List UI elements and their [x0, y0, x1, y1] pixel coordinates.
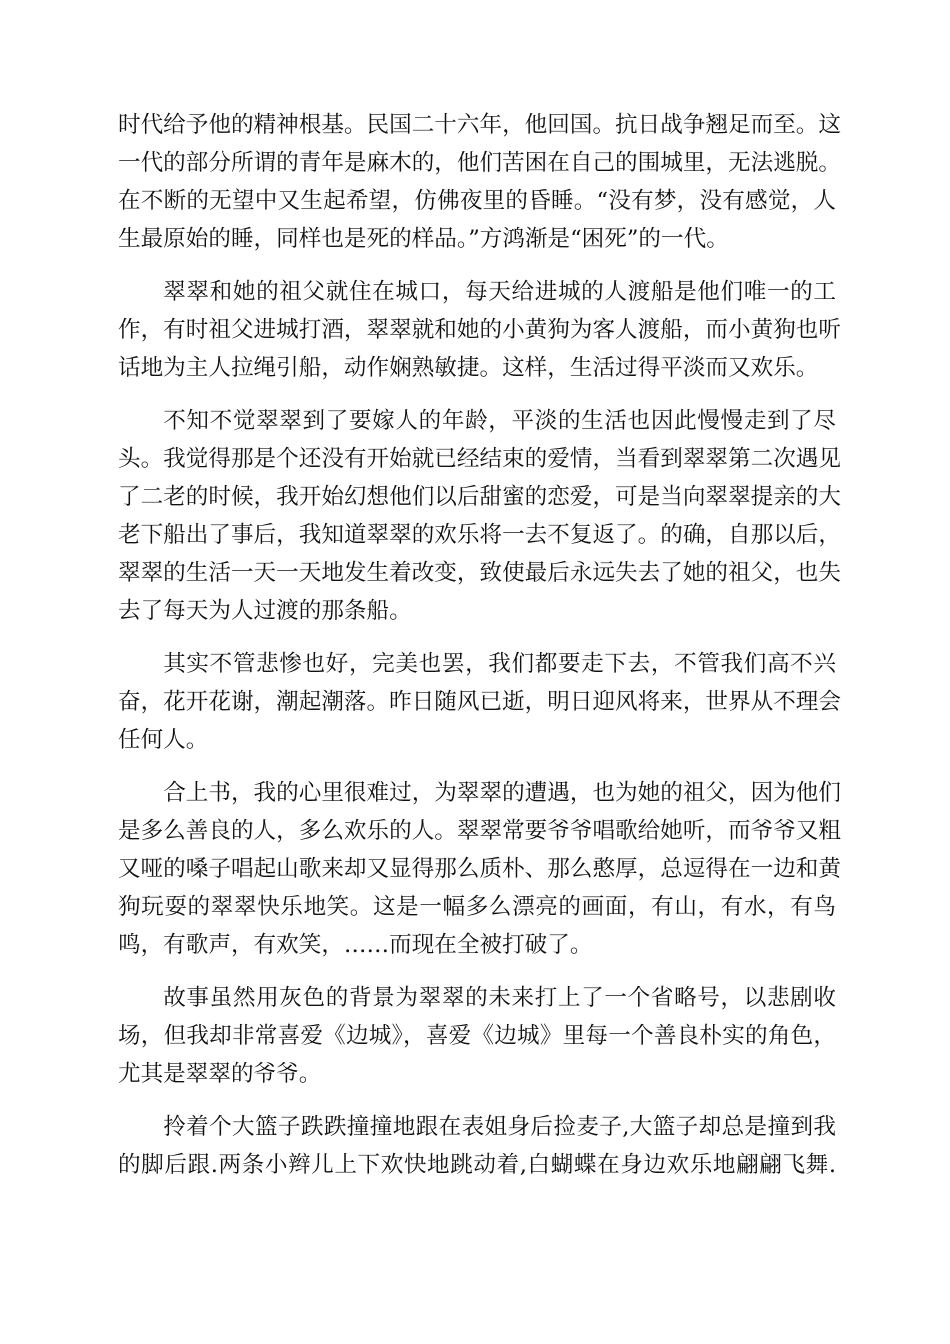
text-line: 合上书，我的心里很难过，为翠翠的遭遇，也为她的祖父，因为他们 — [163, 780, 841, 806]
text-line: 话地为主人拉绳引船，动作娴熟敏捷。这样，生活过得平淡而又欢乐。 — [118, 355, 819, 381]
text-line: 其实不管悲惨也好，完美也罢，我们都要走下去，不管我们高不兴 — [163, 651, 836, 677]
text-line: 头。我觉得那是个还没有开始就已经结束的爱情，当看到翠翠第二次遇见 — [118, 446, 841, 472]
text-line: 了二老的时候，我开始幻想他们以后甜蜜的恋爱，可是当向翠翠提亲的大 — [118, 484, 841, 510]
text-line: 奋，花开花谢，潮起潮落。昨日随风已逝，明日迎风将来，世界从不理会 — [118, 689, 841, 715]
text-line: 不知不觉翠翠到了要嫁人的年龄，平淡的生活也因此慢慢走到了尽 — [163, 408, 836, 434]
paragraph-1 — [118, 106, 841, 258]
text-line: 翠翠和她的祖父就住在城口，每天给进城的人渡船是他们唯一的工 — [163, 279, 836, 305]
text-line: 场，但我却非常喜爱《边城》，喜爱《边城》里每一个善良朴实的角色， — [118, 1023, 836, 1049]
text-line: 生最原始的睡，同样也是死的样品。”方鸿渐是“困死”的一代。 — [118, 226, 729, 252]
paragraph-6 — [118, 979, 836, 1093]
text-line: 作，有时祖父进城打酒，翠翠就和她的小黄狗为客人渡船，而小黄狗也听 — [118, 317, 841, 343]
text-line: 鸣，有歌声，有欢笑，……而现在全被打破了。 — [118, 932, 593, 958]
paragraph-3 — [118, 402, 841, 630]
text-line: 狗玩耍的翠翠快乐地笑。这是一幅多么漂亮的画面，有山，有水，有鸟 — [118, 894, 836, 920]
paragraph-5 — [118, 774, 841, 964]
text-line: 的脚后跟.两条小辫儿上下欢快地跳动着,白蝴蝶在身边欢乐地翩翩飞舞. — [118, 1152, 836, 1178]
text-line: 任何人。 — [118, 727, 209, 753]
paragraph-4 — [118, 645, 841, 759]
paragraph-2 — [118, 273, 841, 387]
text-line: 又哑的嗓子唱起山歌来却又显得那么质朴、那么憨厚，总逗得在一边和黄 — [118, 856, 841, 882]
text-line: 故事虽然用灰色的背景为翠翠的未来打上了一个省略号，以悲剧收 — [163, 985, 836, 1011]
text-line: 时代给予他的精神根基。民国二十六年，他回国。抗日战争翘足而至。这 — [118, 112, 841, 138]
text-line: 在不断的无望中又生起希望，仿佛夜里的昏睡。“没有梦，没有感觉，人 — [118, 188, 836, 214]
text-line: 去了每天为人过渡的那条船。 — [118, 598, 412, 624]
paragraph-7 — [118, 1108, 836, 1184]
document-body — [118, 106, 841, 1199]
text-line: 翠翠的生活一天一天地发生着改变，致使最后永远失去了她的祖父，也失 — [118, 560, 841, 586]
text-line: 是多么善良的人，多么欢乐的人。翠翠常要爷爷唱歌给她听，而爷爷又粗 — [118, 818, 841, 844]
text-line: 老下船出了事后，我知道翠翠的欢乐将一去不复返了。的确，自那以后， — [118, 522, 841, 548]
text-line: 尤其是翠翠的爷爷。 — [118, 1061, 322, 1087]
text-line: 一代的部分所谓的青年是麻木的，他们苦困在自己的围城里，无法逃脱。 — [118, 150, 841, 176]
text-line: 拎着个大篮子跌跌撞撞地跟在表姐身后捡麦子,大篮子却总是撞到我 — [163, 1114, 836, 1140]
